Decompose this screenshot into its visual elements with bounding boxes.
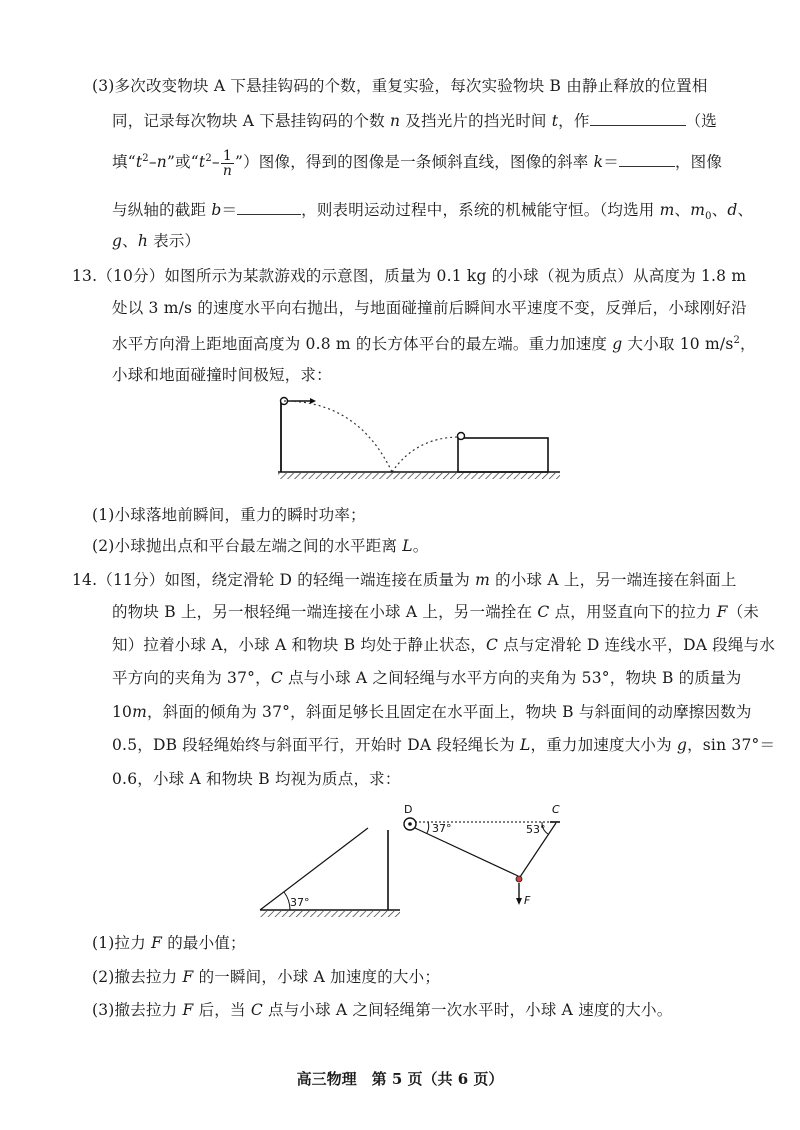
q13-line-2: 处以 3 m/s 的速度水平向右抛出，与地面碰撞前后瞬间水平速度不变，反弹后，小球刚好沿 <box>112 299 747 317</box>
q12-line-2: 同，记录每次物块 A 下悬挂钩码的个数 n 及挡光片的挡光时间 t，作 （选 <box>112 109 717 132</box>
q13-sub-2: (2)小球抛出点和平台最左端之间的水平距离 L。 <box>92 537 429 555</box>
q13-sub-1: (1)小球落地前瞬间，重力的瞬时功率； <box>92 506 366 524</box>
platform-block <box>458 438 548 472</box>
force-f-arrow <box>516 883 522 905</box>
q13-line-1: 13.（10分）如图所示为某款游戏的示意图，质量为 0.1 kg 的小球（视为质点）从高度为 1.8 m <box>72 267 747 285</box>
velocity-arrow <box>288 398 316 404</box>
projectile-figure <box>270 390 570 490</box>
q13-line-4: 小球和地面碰撞时间极短，求： <box>112 366 332 384</box>
angle-label-d: 37° <box>432 822 452 835</box>
ground-surface <box>260 910 400 917</box>
label-d: D <box>404 803 413 816</box>
ball-a <box>516 876 522 882</box>
ground-surface <box>278 472 560 479</box>
projectile-ball-end <box>458 433 465 440</box>
q12-line-5: g、h 表示） <box>112 232 201 250</box>
q14-sub-3: (3)撤去拉力 F 后，当 C 点与小球 A 之间轻绳第一次水平时，小球 A 速度的大小。 <box>92 1001 673 1019</box>
q14-line-6: 0.5，DB 段轻绳始终与斜面平行，开始时 DA 段轻绳长为 L，重力加速度大小为 g，sin 37°＝ <box>112 736 776 754</box>
q14-line-3: 知）拉着小球 A，小球 A 和物块 B 均处于静止状态，C 点与定滑轮 D 连线水平，DA 段绳与水 <box>112 636 776 654</box>
q14-line-5: 10m，斜面的倾角为 37°，斜面足够长且固定在水平面上，物块 B 与斜面间的动摩擦因数为 <box>112 703 752 721</box>
q14-line-4: 平方向的夹角为 37°，C 点与小球 A 之间轻绳与水平方向的夹角为 53°，物块 B 的质量为 <box>112 669 742 687</box>
q14-sub-1: (1)拉力 F 的最小值； <box>92 934 246 952</box>
label-c: C <box>552 803 560 816</box>
angle-label-c: 53° <box>526 823 546 836</box>
q13-line-3: 水平方向滑上距地面高度为 0.8 m 的长方体平台的最左端。重力加速度 g 大小取 10 $m/s^2$， <box>112 335 756 354</box>
angle-arc-d <box>427 822 429 833</box>
page-footer: 高三物理 第 5 页（共 6 页） <box>296 1070 504 1088</box>
q12-line-4: 与纵轴的截距 b＝ ，则表明运动过程中，系统的机械能守恒。（均选用 m、$m_0$、d、 <box>112 198 753 228</box>
pulley-incline-figure <box>250 800 590 920</box>
q12-line-3: 填“$t^2-n$”或“$t^2-$ $\frac{1}{n}$ ”）图像，得到的图像是一条倾斜直线，图像的斜率 k＝ ，图像 <box>112 147 723 179</box>
rope-d-to-a <box>415 828 518 876</box>
q12-line-1: (3)多次改变物块 A 下悬挂钩码的个数，重复实验，每次实验物块 B 由静止释放的位置相 <box>92 77 708 95</box>
label-f: F <box>524 894 531 907</box>
answer-blank-intercept <box>237 198 301 215</box>
pulley-d <box>404 818 416 830</box>
q14-sub-2: (2)撤去拉力 F 的一瞬间，小球 A 加速度的大小； <box>92 968 441 986</box>
q14-line-7: 0.6，小球 A 和物块 B 均视为质点，求： <box>112 770 401 788</box>
angle-label-slope: 37° <box>290 896 310 909</box>
answer-blank-graph-type <box>590 109 686 126</box>
q14-line-2: 的物块 B 上，另一根轻绳一端连接在小球 A 上，另一端拴在 C 点，用竖直向下的拉力 F（未 <box>112 603 760 621</box>
incline-slope <box>260 828 368 910</box>
trajectory-path <box>284 401 460 472</box>
fraction-1-over-n: $\frac{1}{n}$ <box>222 147 233 179</box>
answer-blank-slope <box>619 150 675 167</box>
q14-line-1: 14.（11分）如图，绕定滑轮 D 的轻绳一端连接在质量为 m 的小球 A 上，另一端连接在斜面上 <box>72 571 737 589</box>
